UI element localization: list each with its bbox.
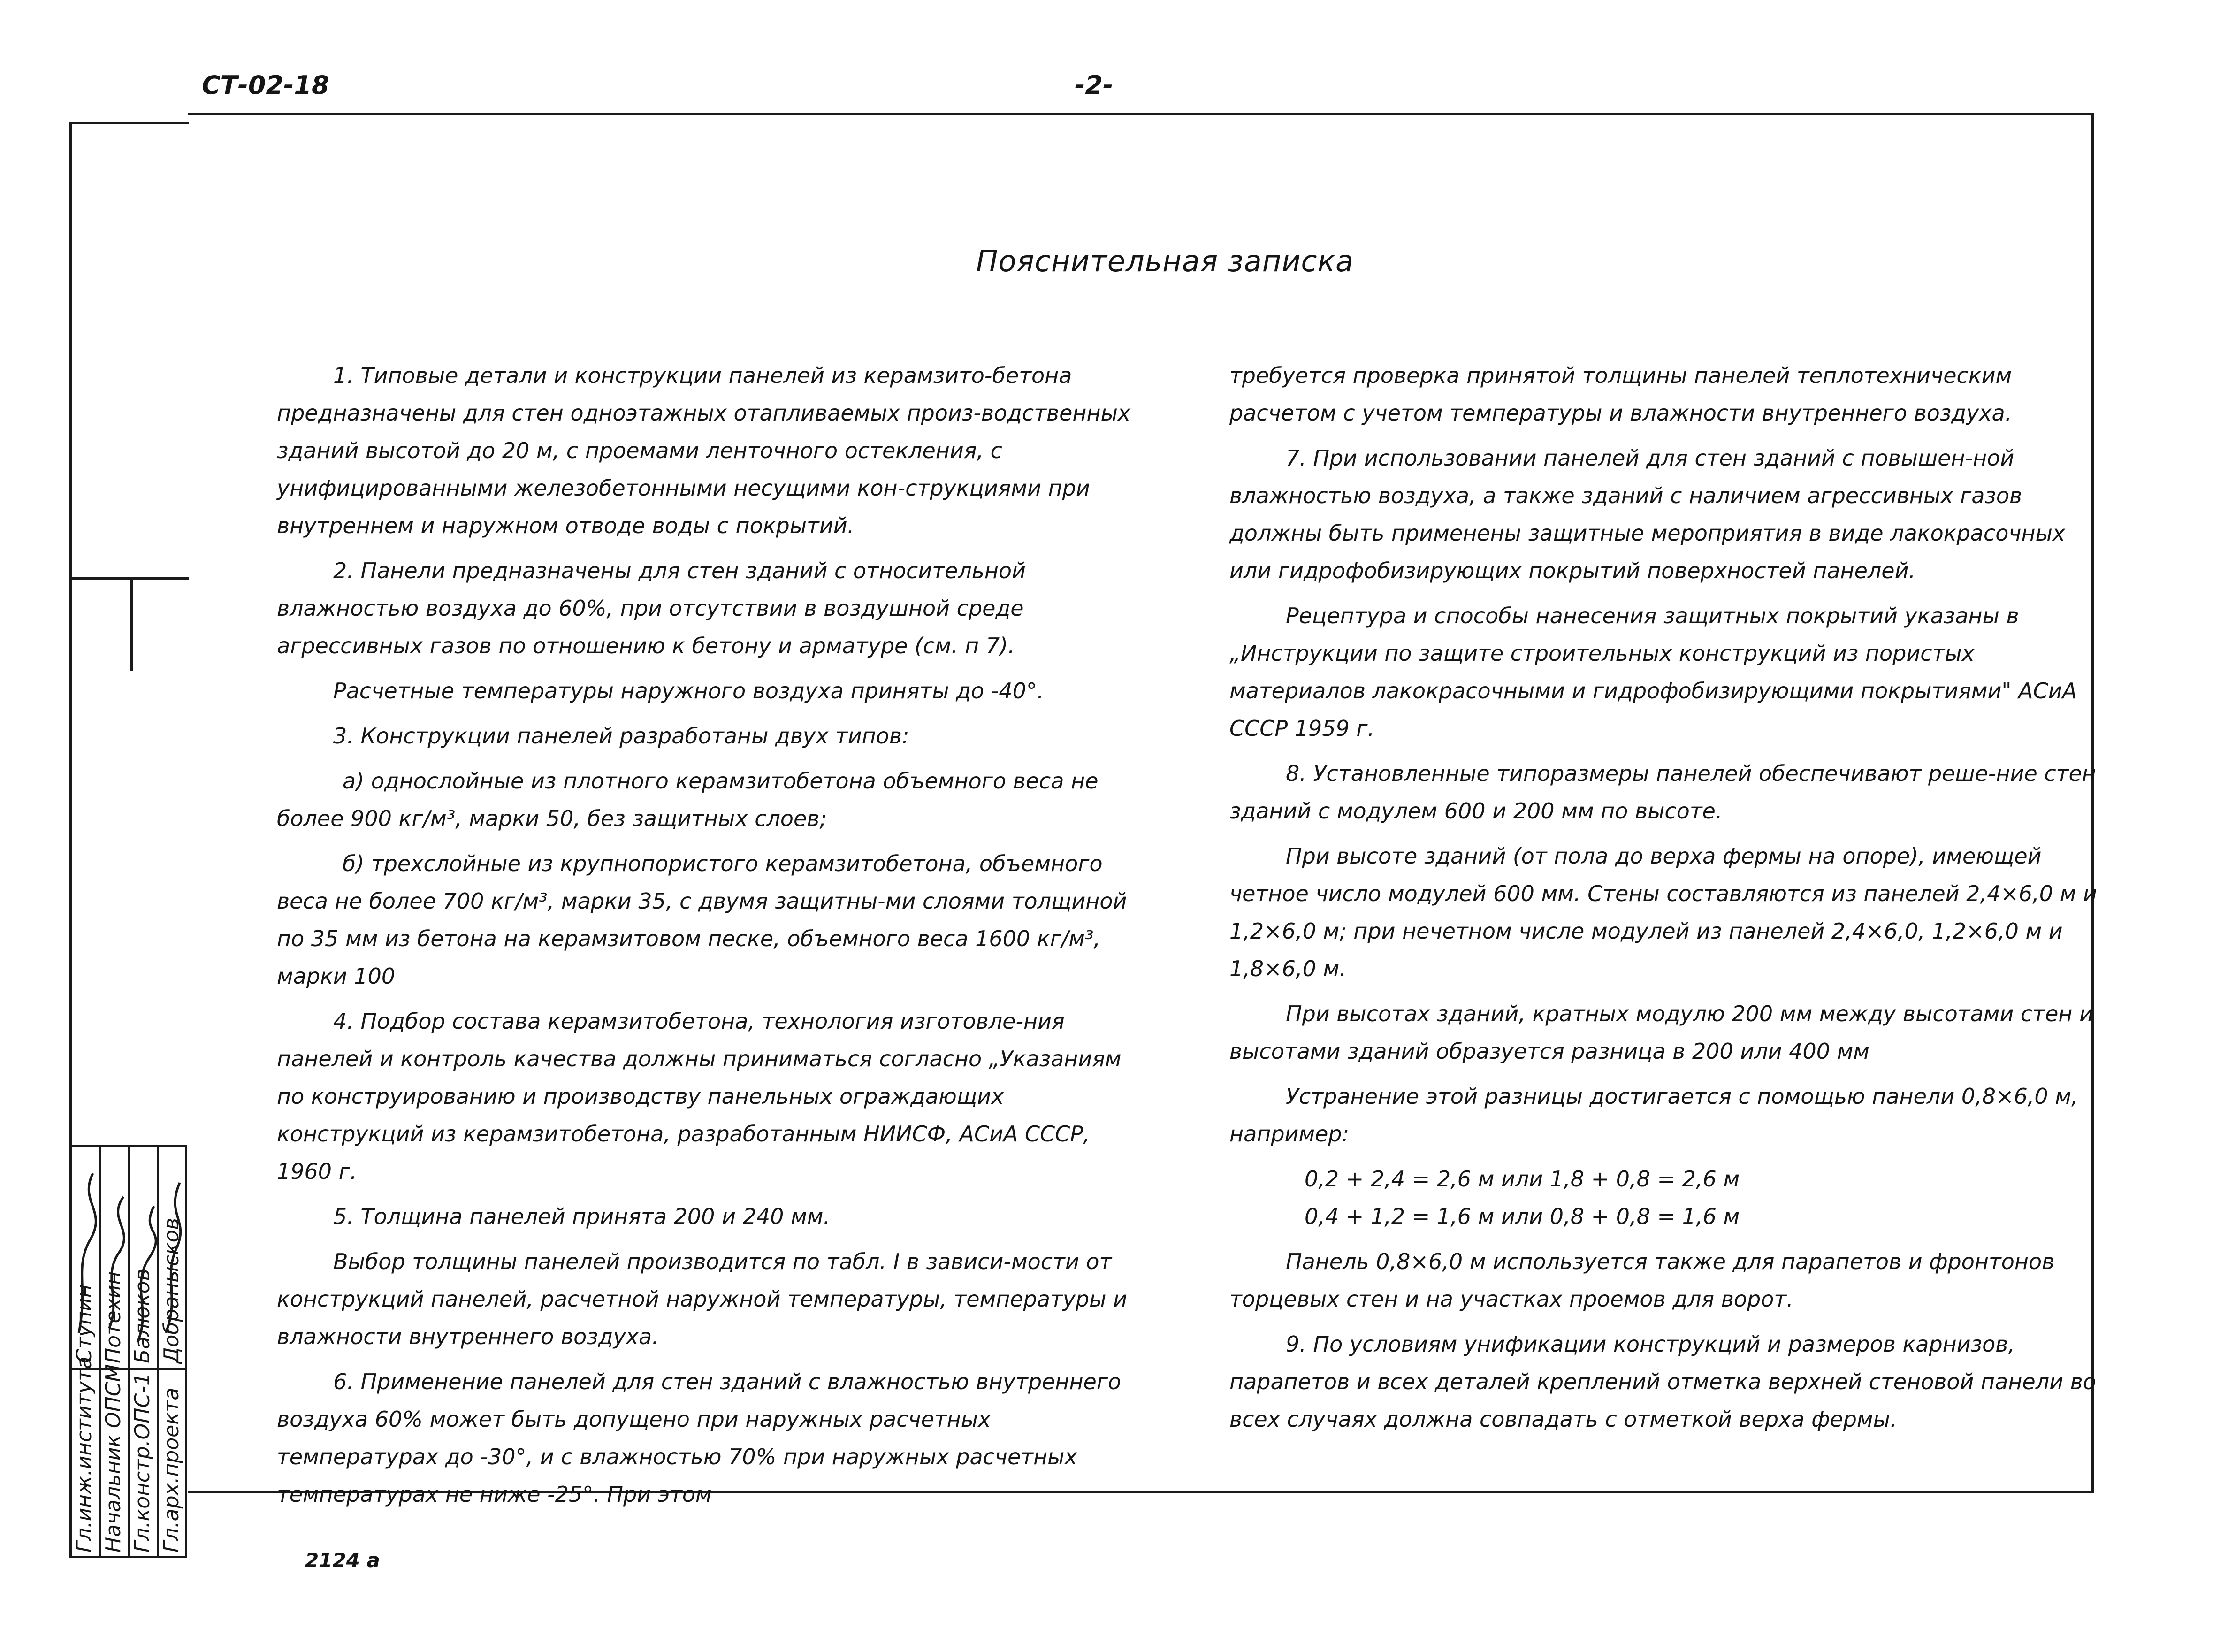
paragraph: При высотах зданий, кратных модулю 200 мм между высотами стен и высотами зданий образуется разница в 200 или 400 мм <box>1229 1001 2093 1064</box>
stamp-role-4: Гл.арх.проекта <box>160 1387 183 1553</box>
left-column <box>277 357 1145 1521</box>
paragraph: требуется проверка принятой толщины панелей теплотехническим расчетом с учетом температуры и влажности внутреннего воздуха. <box>1229 363 2012 426</box>
paragraph: 5. Толщина панелей принята 200 и 240 мм. <box>333 1204 831 1229</box>
signatures <box>69 1145 187 1361</box>
stamp-name-4: Добранысков <box>160 1217 183 1363</box>
right-column <box>1229 357 2112 1446</box>
document-code: СТ-02-18 <box>202 70 329 100</box>
paragraph: 2. Панели предназначены для стен зданий с относительной влажностью воздуха до 60%, при отсутствии в воздушной среде агрессивных газов по отношению к бетону и арматуре (см. п 7). <box>277 558 1026 658</box>
paragraph: Расчетные температуры наружного воздуха приняты до -40°. <box>333 678 1044 704</box>
binding-segment <box>69 577 189 580</box>
formula-line: 0,2 + 2,4 = 2,6 м или 1,8 + 0,8 = 2,6 м <box>1305 1166 1740 1192</box>
paragraph: 3. Конструкции панелей разработаны двух типов: <box>333 723 909 749</box>
stamp-role-1: Гл.инж.института <box>72 1356 96 1553</box>
binding-mark <box>101 577 133 671</box>
paragraph: 8. Установленные типоразмеры панелей обеспечивают реше-ние стен зданий с модулем 600 и 200 мм по высоте. <box>1229 761 2096 824</box>
paragraph: При высоте зданий (от пола до верха фермы на опоре), имеющей четное число модулей 600 мм. Стены составляются из панелей 2,4×6,0 м и 1,2×6,0 м; при нечетном числе модулей из панелей 2,4×6,0, 1,2×6,0 м и 1,8×6,0 м. <box>1229 843 2097 981</box>
formula-line: 0,4 + 1,2 = 1,6 м или 0,8 + 0,8 = 1,6 м <box>1305 1204 1740 1229</box>
binding-line-top <box>69 122 189 124</box>
paragraph: Устранение этой разницы достигается с помощью панели 0,8×6,0 м, например: <box>1229 1084 2078 1147</box>
page-number: -2- <box>1075 70 1114 100</box>
paragraph: 7. При использовании панелей для стен зданий с повышен-ной влажностью воздуха, а также зданий с наличием агрессивных газов должны быть применены защитные мероприятия в виде лакокрасочных или гидрофобизирующих покрытий поверхностей панелей. <box>1229 445 2066 583</box>
paragraph: 1. Типовые детали и конструкции панелей из керамзито-бетона предназначены для стен одноэтажных отапливаемых произ-водственных зданий высотой до 20 м, с проемами ленточного остекления, с унифицированными железобетонными несущими кон-струкциями при внутреннем и наружном отводе воды с покрытий. <box>277 363 1131 538</box>
paragraph: 9. По условиям унификации конструкций и размеров карнизов, парапетов и всех деталей креплений отметка верхней стеновой панели во всех случаях должна совпадать с отметкой верха фермы. <box>1229 1331 2096 1432</box>
paragraph: 6. Применение панелей для стен зданий с влажностью внутреннего воздуха 60% может быть допущено при наружных расчетных температурах до -30°, и с влажностью 70% при наружных расчетных температурах не ниже -25°. При этом <box>277 1369 1122 1507</box>
stamp-role-2: Начальник ОПСМ <box>101 1364 125 1553</box>
stamp-name-3: Балюков <box>130 1269 154 1363</box>
paragraph: б) трехслойные из крупнопористого керамзитобетона, объемного веса не более 700 кг/м³, марки 35, с двумя защитны-ми слоями толщиной по 35 мм из бетона на керамзитовом песке, объемного веса 1600 кг/м³, марки 100 <box>277 851 1127 989</box>
paragraph: а) однослойные из плотного керамзитобетона объемного веса не более 900 кг/м³, марки 50, без защитных слоев; <box>277 768 1099 831</box>
approval-stamp <box>69 1145 187 1558</box>
stamp-name-2: Потехин <box>101 1271 125 1363</box>
footer-note: 2124 а <box>305 1549 380 1572</box>
paragraph: Выбор толщины панелей производится по табл. I в зависи-мости от конструкций панелей, расчетной наружной температуры, температуры и влажности внутреннего воздуха. <box>277 1249 1128 1349</box>
paragraph: Панель 0,8×6,0 м используется также для парапетов и фронтонов торцевых стен и на участках проемов для ворот. <box>1229 1249 2055 1312</box>
stamp-role-3: Гл.констр.ОПС-1 <box>130 1373 154 1553</box>
paragraph: Рецептура и способы нанесения защитных покрытий указаны в „Инструкции по защите строительных конструкций из пористых материалов лакокрасочными и гидрофобизирующими покрытиями" АСиА СССР 1959 г. <box>1229 603 2077 741</box>
paragraph: 4. Подбор состава керамзитобетона, технология изготовле-ния панелей и контроль качества должны приниматься согласно „Указаниям по конструированию и производству панельных ограждающих конструкций из керамзитобетона, разработанным НИИСФ, АСиА СССР, 1960 г. <box>277 1009 1122 1184</box>
stamp-name-1: Ступин <box>72 1284 96 1363</box>
page-title: Пояснительная записка <box>976 244 1354 278</box>
